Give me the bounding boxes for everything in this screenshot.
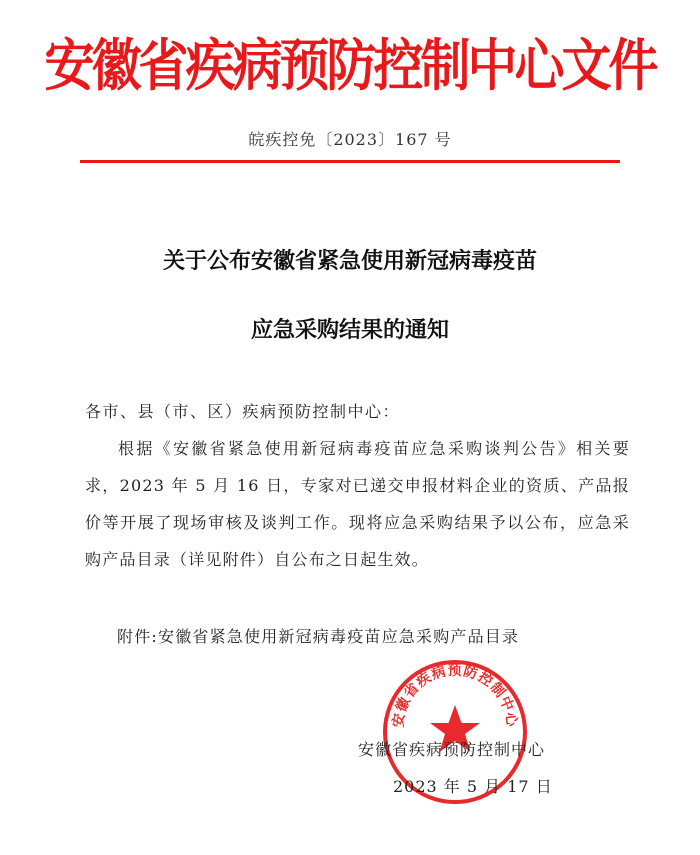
salutation: 各市、县（市、区）疾病预防控制中心： [85, 402, 401, 421]
red-divider-line [80, 160, 620, 163]
body-paragraph: 根据《安徽省紧急使用新冠病毒疫苗应急采购谈判公告》相关要求，2023 年 5 月 16 日，专家对已递交申报材料企业的资质、产品报价等开展了现场审核及谈判工作。现将应急采购结果予以公布，应急采购产品目录（详见附件）自公布之日起生效。 [85, 439, 630, 569]
signature-organization: 安徽省疾病预防控制中心 [358, 740, 546, 759]
masthead-title: 安徽省疾病预防控制中心文件 [44, 33, 656, 99]
attachment-line: 附件:安徽省紧急使用新冠病毒疫苗应急采购产品目录 [117, 627, 520, 646]
notice-title-line-1: 关于公布安徽省紧急使用新冠病毒疫苗 [162, 249, 537, 274]
document-number: 皖疾控免〔2023〕167 号 [248, 130, 452, 149]
signature-date: 2023 年 5 月 17 日 [393, 777, 553, 796]
notice-title-line-2: 应急采购结果的通知 [250, 318, 449, 343]
seal-text: 安徽省疾病预防控制中心 [390, 662, 520, 729]
